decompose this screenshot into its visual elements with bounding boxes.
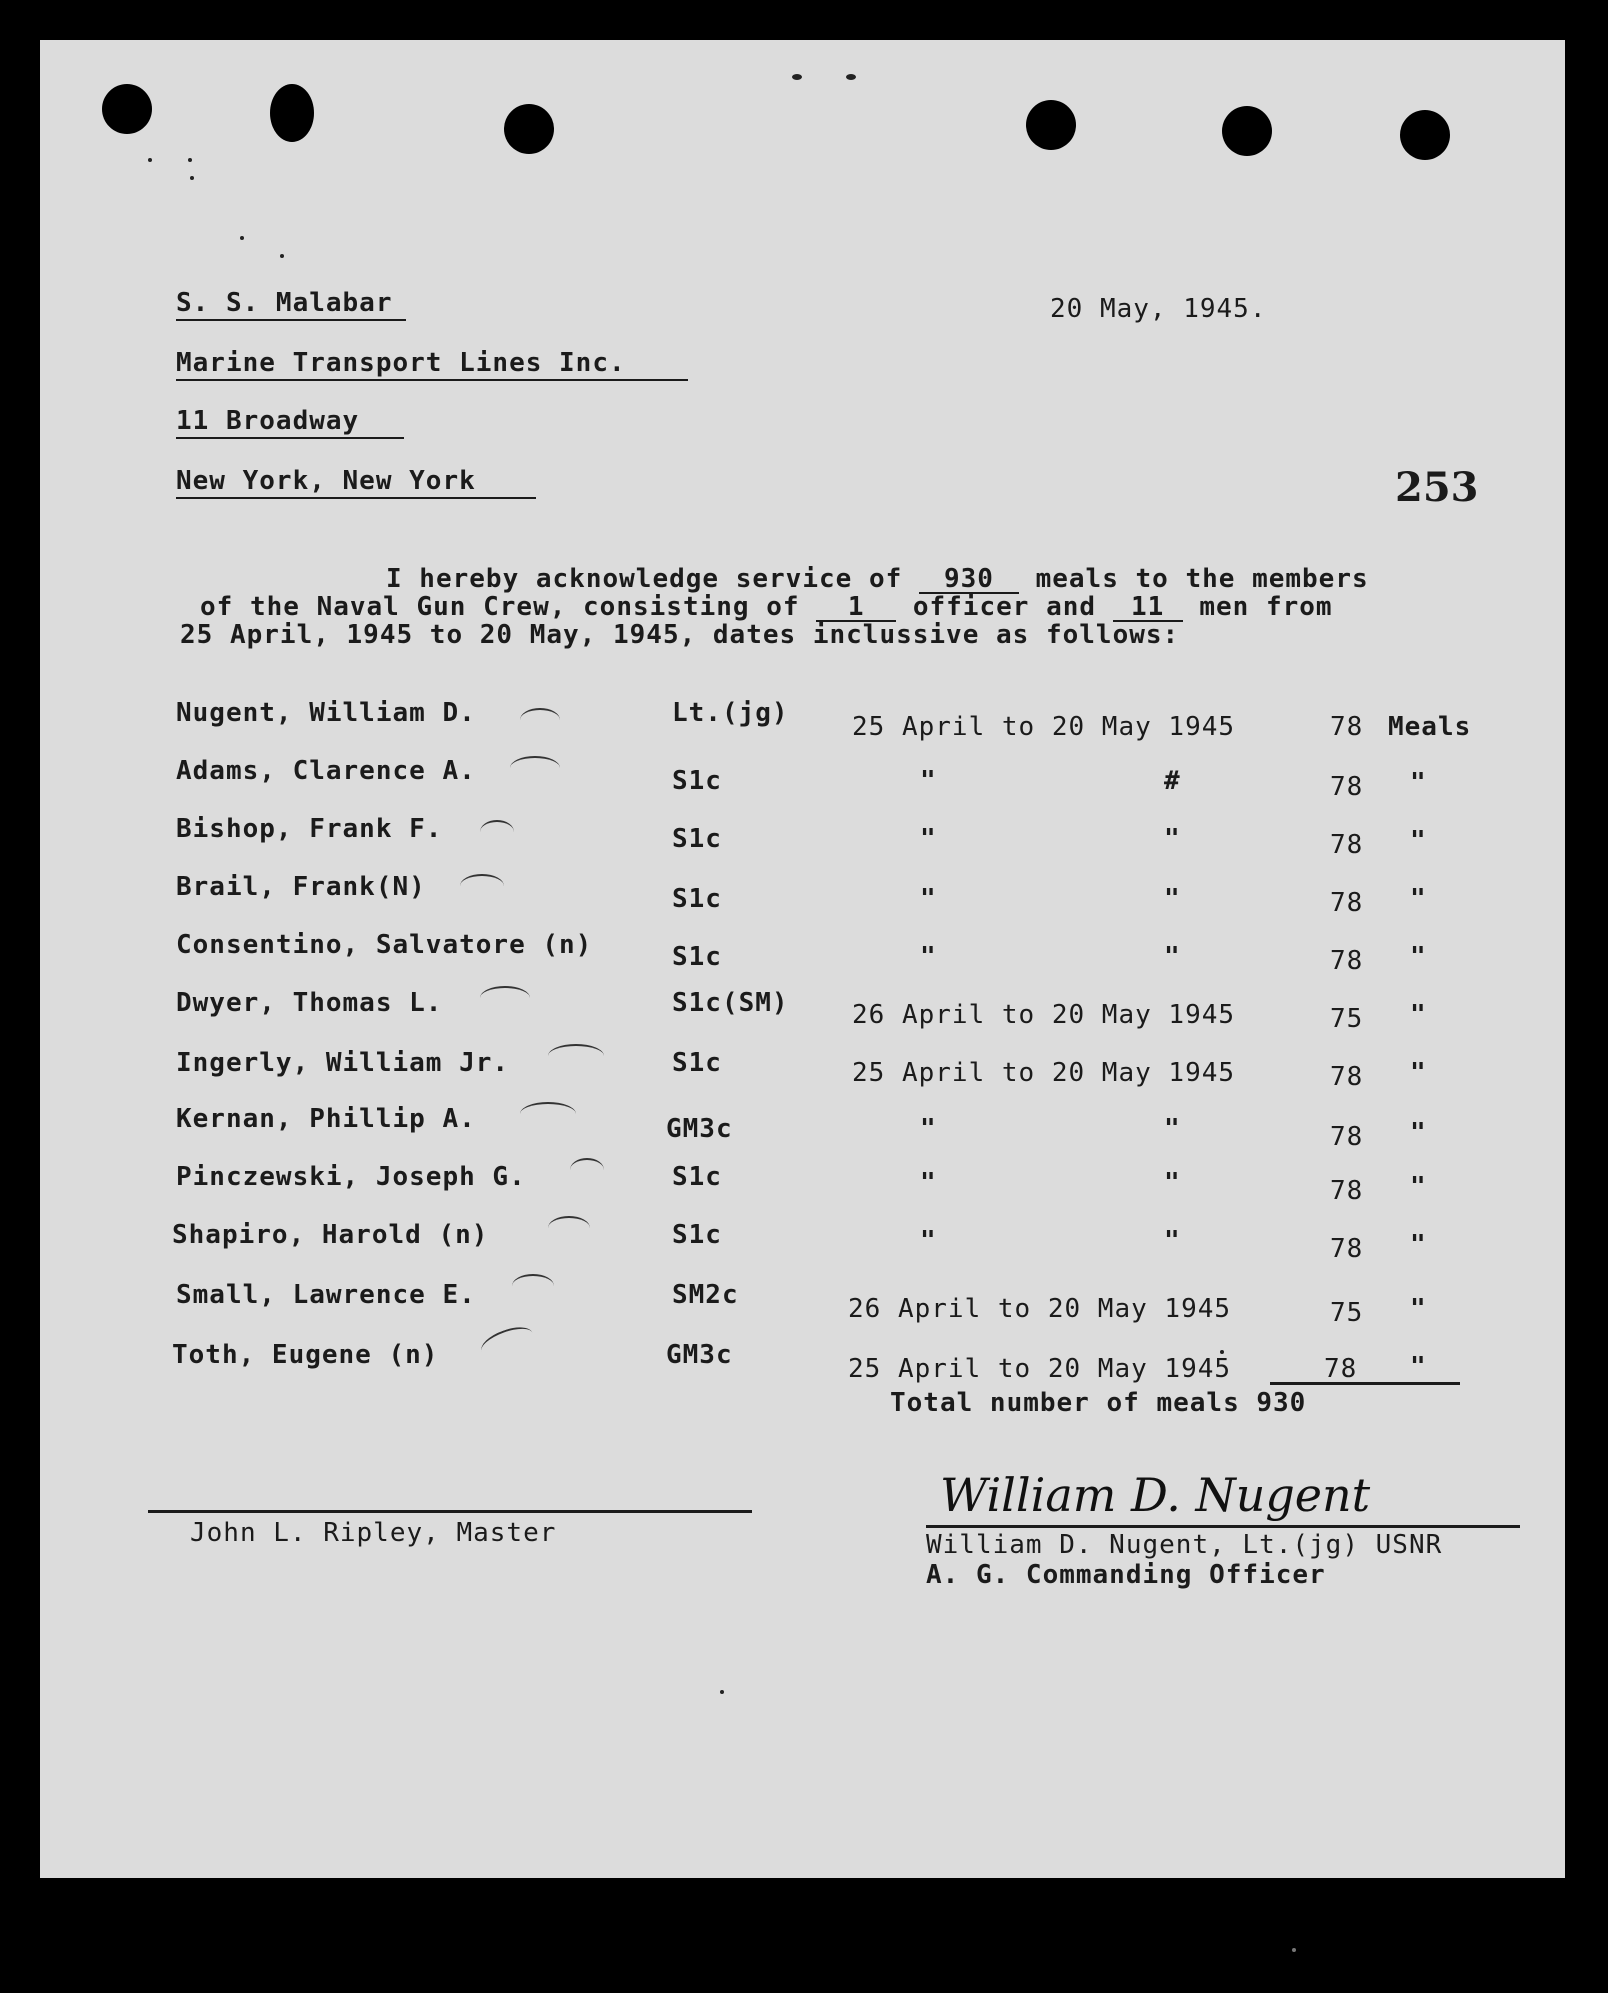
crew-rate: Lt.(jg) (672, 698, 789, 728)
check-mark-icon (520, 1102, 576, 1126)
crew-meals: 78 (1330, 946, 1364, 976)
crew-to-mark: " (1164, 942, 1181, 972)
page-number: 253 (1395, 464, 1479, 511)
officer-name: William D. Nugent, Lt.(jg) USNR (926, 1530, 1443, 1560)
crew-to-mark: " (1164, 1226, 1181, 1256)
check-mark-icon (510, 756, 560, 780)
punch-hole-icon (1222, 106, 1272, 156)
crew-meals-unit: " (1410, 1000, 1427, 1030)
crew-period: 26 April to 20 May 1945 (848, 1294, 1232, 1324)
crew-row (40, 756, 1565, 802)
speck-icon (792, 74, 802, 80)
document-page (40, 40, 1565, 1878)
punch-hole-icon (102, 84, 152, 134)
crew-meals: 78 (1330, 888, 1364, 918)
crew-to-mark: " (1164, 1114, 1181, 1144)
speck-icon (190, 176, 194, 180)
body-text: I hereby acknowledge service of (386, 564, 903, 594)
body-line-2 (200, 594, 1333, 622)
street-address: 11 Broadway (176, 408, 404, 439)
check-mark-icon (478, 1321, 537, 1362)
speck-icon (1292, 1948, 1296, 1952)
crew-meals: 78 (1330, 1234, 1364, 1264)
crew-row (40, 930, 1565, 976)
master-name: John L. Ripley, Master (190, 1518, 557, 1548)
crew-name: Small, Lawrence E. (176, 1280, 476, 1310)
officer-signature-line (926, 1525, 1520, 1528)
speck-icon (1220, 1350, 1224, 1354)
crew-meals-unit: " (1410, 1352, 1427, 1382)
crew-to-mark: " (1164, 824, 1181, 854)
crew-meals: 78 (1330, 1176, 1364, 1206)
crew-row (40, 814, 1565, 860)
crew-meals: 78 (1330, 1062, 1364, 1092)
crew-rate: S1c (672, 942, 722, 972)
crew-name: Brail, Frank(N) (176, 872, 426, 902)
speck-icon (280, 254, 284, 258)
city-address: New York, New York (176, 468, 536, 499)
crew-name: Kernan, Phillip A. (176, 1104, 476, 1134)
crew-row (40, 1104, 1565, 1152)
check-mark-icon (480, 820, 514, 844)
crew-rate: S1c (672, 1162, 722, 1192)
crew-row (40, 872, 1565, 918)
crew-from-mark: " (920, 884, 937, 914)
crew-name: Dwyer, Thomas L. (176, 988, 443, 1018)
crew-rate: S1c (672, 1220, 722, 1250)
crew-meals: 78 (1330, 712, 1364, 742)
crew-row (40, 988, 1565, 1034)
crew-meals-unit: " (1410, 1294, 1427, 1324)
body-text: of the Naval Gun Crew, consisting of (200, 592, 800, 622)
check-mark-icon (520, 708, 560, 732)
crew-to-mark: " (1164, 884, 1181, 914)
crew-meals-unit: " (1410, 942, 1427, 972)
speck-icon (148, 158, 152, 162)
crew-from-mark: " (920, 942, 937, 972)
crew-meals-unit: " (1410, 1058, 1427, 1088)
crew-meals: 75 (1330, 1004, 1364, 1034)
crew-name: Consentino, Salvatore (n) (176, 930, 593, 960)
punch-hole-icon (1026, 100, 1076, 150)
crew-rate: GM3c (666, 1114, 733, 1144)
total-line: Total number of meals 930 (890, 1388, 1307, 1418)
crew-to-mark: " (1164, 1168, 1181, 1198)
officer-count: 1 (816, 594, 896, 622)
crew-row (40, 1280, 1565, 1328)
crew-name: Toth, Eugene (n) (172, 1340, 439, 1370)
speck-icon (240, 236, 244, 240)
crew-name: Pinczewski, Joseph G. (176, 1162, 526, 1192)
body-text: officer and (912, 592, 1097, 622)
letter-date: 20 May, 1945. (1050, 294, 1267, 324)
crew-from-mark: " (920, 1168, 937, 1198)
crew-name: Ingerly, William Jr. (176, 1048, 510, 1078)
crew-meals: 78 (1330, 772, 1364, 802)
crew-meals: 78 (1330, 830, 1364, 860)
check-mark-icon (548, 1044, 604, 1068)
crew-rate: S1c (672, 884, 722, 914)
punch-hole-icon (504, 104, 554, 154)
crew-meals-unit: " (1410, 768, 1427, 798)
crew-rate: S1c (672, 824, 722, 854)
crew-name: Nugent, William D. (176, 698, 476, 728)
crew-row (40, 1164, 1565, 1204)
ship-name: S. S. Malabar (176, 290, 406, 321)
crew-from-mark: " (920, 824, 937, 854)
crew-name: Shapiro, Harold (n) (172, 1220, 489, 1250)
body-line-3: 25 April, 1945 to 20 May, 1945, dates inclussive as follows: (180, 620, 1180, 650)
crew-row (40, 700, 1565, 740)
crew-meals-unit: " (1410, 1118, 1427, 1148)
crew-meals: 78 (1324, 1354, 1358, 1384)
crew-to-mark: # (1164, 766, 1181, 796)
check-mark-icon (548, 1216, 590, 1240)
speck-icon (188, 158, 192, 162)
crew-row (40, 1050, 1565, 1090)
crew-name: Bishop, Frank F. (176, 814, 443, 844)
crew-meals-unit: " (1410, 1172, 1427, 1202)
handwritten-signature: William D. Nugent (940, 1468, 1371, 1522)
crew-from-mark: " (920, 766, 937, 796)
crew-row (40, 1222, 1565, 1262)
punch-hole-icon (1400, 110, 1450, 160)
speck-icon (720, 1690, 724, 1694)
master-signature-line (148, 1510, 752, 1513)
crew-name: Adams, Clarence A. (176, 756, 476, 786)
punch-hole-icon (270, 84, 314, 142)
check-mark-icon (512, 1274, 554, 1298)
crew-period: 26 April to 20 May 1945 (852, 1000, 1236, 1030)
crew-meals: 78 (1330, 1122, 1364, 1152)
total-underline (1270, 1382, 1460, 1385)
meals-count: 930 (919, 566, 1019, 594)
body-text: men from (1199, 592, 1333, 622)
crew-from-mark: " (920, 1114, 937, 1144)
crew-meals: 75 (1330, 1298, 1364, 1328)
body-text: meals to the members (1035, 564, 1369, 594)
body-line-1 (386, 566, 1369, 594)
check-mark-icon (480, 986, 530, 1010)
crew-rate: S1c (672, 766, 722, 796)
crew-rate: SM2c (672, 1280, 739, 1310)
crew-row (40, 1342, 1565, 1382)
speck-icon (846, 74, 856, 80)
crew-rate: GM3c (666, 1340, 733, 1370)
crew-rate: S1c(SM) (672, 988, 789, 1018)
crew-period: 25 April to 20 May 1945 (852, 1058, 1236, 1088)
crew-period: 25 April to 20 May 1945 (852, 712, 1236, 742)
crew-rate: S1c (672, 1048, 722, 1078)
officer-title: A. G. Commanding Officer (926, 1560, 1326, 1590)
check-mark-icon (460, 874, 504, 898)
crew-from-mark: " (920, 1226, 937, 1256)
check-mark-icon (570, 1158, 604, 1182)
crew-meals-unit: " (1410, 884, 1427, 914)
crew-meals-unit: " (1410, 826, 1427, 856)
company-name: Marine Transport Lines Inc. (176, 350, 688, 381)
men-count: 11 (1113, 594, 1183, 622)
crew-meals-unit: Meals (1388, 712, 1472, 742)
crew-period: 25 April to 20 May 1945 (848, 1354, 1232, 1384)
crew-meals-unit: " (1410, 1230, 1427, 1260)
